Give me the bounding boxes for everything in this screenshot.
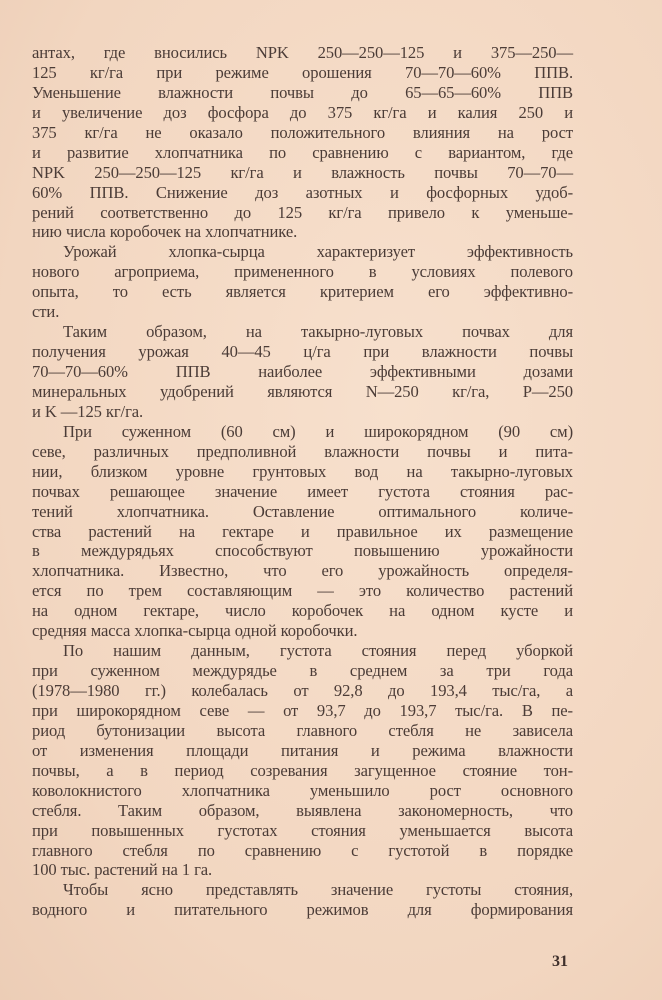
text-line: NPK 250—250—125 кг/га и влажность почвы 70—70— (32, 162, 573, 182)
text-line: в междурядьях способствуют повышению урожайности (32, 541, 573, 561)
text-line: Уменьшение влажности почвы до 65—65—60% ППВ (32, 82, 573, 102)
text-line: тений хлопчатника. Оставление оптимального количе- (32, 501, 573, 521)
paragraph (32, 422, 573, 641)
text-line: опыта, то есть является критерием его эффективно- (32, 282, 573, 302)
text-line: при суженном междурядье в среднем за три года (32, 661, 573, 681)
text-line: (1978—1980 гг.) колебалась от 92,8 до 193,4 тыс/га, а (32, 681, 573, 700)
text-line: рений соответственно до 125 кг/га привело к уменьше- (32, 202, 573, 222)
text-line: минеральных удобрений являются N—250 кг/га, P—250 (32, 381, 573, 401)
text-line: 100 тыс. растений на 1 га. (32, 860, 213, 880)
text-line: ется по трем составляющим — это количество растений (32, 581, 573, 601)
text-line: сти. (32, 302, 60, 322)
text-line: коволокнистого хлопчатника уменьшило рост основного (32, 780, 573, 800)
text-line: стебля. Таким образом, выявлена закономерность, что (32, 800, 573, 820)
text-line: хлопчатника. Известно, что его урожайность определя- (32, 561, 573, 581)
text-line: По нашим данным, густота стояния перед уборкой (63, 641, 573, 661)
text-line: и развитие хлопчатника по сравнению с вариантом, где (32, 142, 573, 162)
text-line: почвах решающее значение имеет густота стояния рас- (32, 481, 573, 501)
text-line: водного и питательного режимов для формирования (32, 900, 573, 920)
text-line: получения урожая 40—45 ц/га при влажности почвы (32, 342, 573, 362)
page-number: 31 (552, 953, 568, 970)
text-line: от изменения площади питания и режима влажности (32, 740, 573, 760)
text-line: Таким образом, на такырно-луговых почвах для (63, 322, 573, 342)
text-line: нии, близком уровне грунтовых вод на такырно-луговых (32, 461, 573, 481)
paragraph (32, 880, 573, 920)
text-line: при широкорядном севе — от 93,7 до 193,7 тыс/га. В пе- (32, 700, 573, 720)
text-line: ства растений на гектаре и правильное их размещение (32, 521, 573, 541)
text-line: на одном гектаре, число коробочек на одном кусте и (32, 601, 573, 621)
text-line: и увеличение доз фосфора до 375 кг/га и калия 250 и (32, 102, 573, 122)
paragraph (32, 43, 573, 242)
text-line: 125 кг/га при режиме орошения 70—70—60% ППВ. (32, 62, 573, 82)
text-line: нового агроприема, примененного в условиях полевого (32, 262, 573, 282)
text-line: Урожай хлопка-сырца характеризует эффективность (63, 242, 573, 262)
text-line: При суженном (60 см) и широкорядном (90 см) (63, 421, 573, 441)
text-line: главного стебля по сравнению с густотой в порядке (32, 840, 573, 860)
text-line: и K —125 кг/га. (32, 401, 144, 421)
body-text (32, 43, 573, 920)
text-line: Чтобы ясно представлять значение густоты стояния, (63, 880, 573, 900)
paragraph (32, 641, 573, 880)
text-line: нию числа коробочек на хлопчатнике. (32, 222, 298, 242)
text-line: средняя масса хлопка-сырца одной коробочки. (32, 621, 358, 641)
text-line: 70—70—60% ППВ наиболее эффективными дозами (32, 362, 573, 381)
text-line: севе, различных предполивной влажности почвы и пита- (32, 441, 573, 461)
text-line: при повышенных густотах стояния уменьшается высота (32, 820, 573, 840)
text-line: риод бутонизации высота главного стебля не зависела (32, 720, 573, 740)
paragraph (32, 322, 573, 422)
text-line: 375 кг/га не оказало положительного влияния на рост (32, 122, 573, 142)
paragraph (32, 242, 573, 322)
text-line: 60% ППВ. Снижение доз азотных и фосфорных удоб- (32, 182, 573, 202)
text-line: почвы, а в период созревания загущенное стояние тон- (32, 760, 573, 780)
text-line: антах, где вносились NPK 250—250—125 и 375—250— (32, 43, 573, 62)
